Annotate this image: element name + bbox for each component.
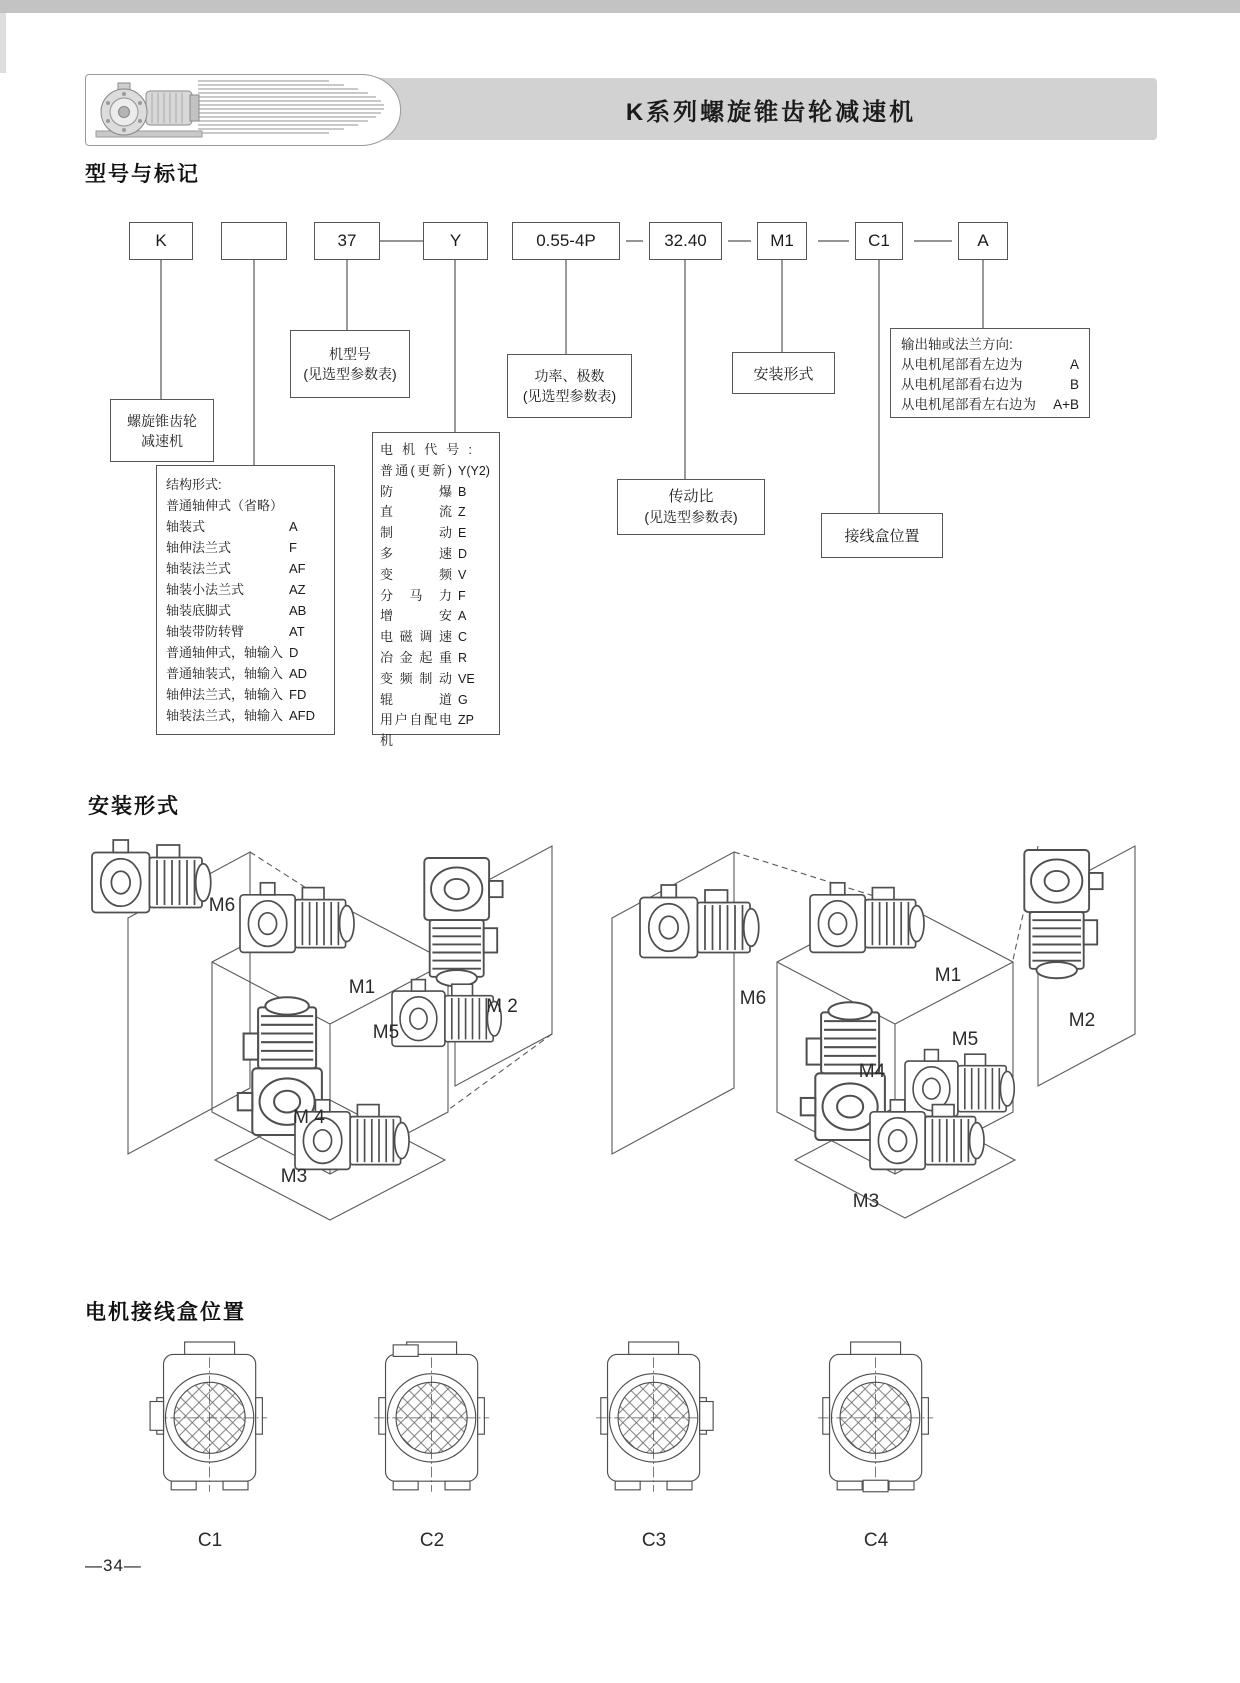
mounting-diagram-left — [92, 840, 552, 1220]
page-number: —34— — [85, 1556, 142, 1575]
label-c4: C4 — [863, 1530, 889, 1551]
motor-codes-title: 电机代号: — [380, 442, 472, 457]
direction-row: 从电机尾部看左边为 A — [901, 357, 1079, 372]
label-right-m1: M1 — [934, 965, 962, 986]
label-left-m5: M5 — [372, 1022, 400, 1043]
mounting-diagram-right — [612, 846, 1135, 1218]
direction-row: 从电机尾部看左右边为 A+B — [901, 397, 1079, 412]
code-box-mounting: M1 — [757, 222, 807, 260]
junction-view-c3 — [596, 1342, 713, 1492]
code-box-series: K — [129, 222, 193, 260]
code-box-motor: Y — [423, 222, 488, 260]
annotation-frame-size: 机型号 (见选型参数表) — [290, 330, 410, 398]
annotation-direction — [890, 328, 1090, 418]
label-left-m3: M3 — [280, 1166, 308, 1187]
code-box-power: 0.55-4P — [512, 222, 620, 260]
label-left-m2: M 2 — [486, 996, 518, 1017]
label-right-m4: M4 — [858, 1061, 886, 1082]
structure-title: 结构形式: — [166, 477, 222, 492]
label-c1: C1 — [197, 1530, 223, 1551]
label-right-m3: M3 — [852, 1191, 880, 1212]
label-right-m2: M2 — [1068, 1010, 1096, 1031]
direction-title: 输出轴或法兰方向: — [901, 337, 1013, 352]
label-left-m6: M6 — [208, 895, 236, 916]
label-right-m6: M6 — [739, 988, 767, 1009]
section-title-mounting: 安装形式 — [88, 795, 180, 818]
label-left-m1: M1 — [348, 977, 376, 998]
annotation-structure-list: 结构形式: 普通轴伸式（省略） 轴装式 A 轴伸法兰式 F 轴装法兰式 AF 轴装小法兰式 AZ 轴装底脚式 AB 轴装带防转臂 AT 普通轴伸式，轴输入 D 普通轴装式，轴输入 AD 轴伸法兰式，轴输入 FD 轴装法兰式，轴输入 AFD — [156, 465, 335, 735]
annotation-reducer: 螺旋锥齿轮 减速机 — [110, 399, 214, 462]
annotation-ratio: 传动比 (见选型参数表) — [617, 479, 765, 535]
code-box-frame: 37 — [314, 222, 380, 260]
junction-view-c2 — [374, 1342, 489, 1492]
direction-row: 从电机尾部看右边为 B — [901, 377, 1079, 392]
annotation-terminal-box: 接线盒位置 — [821, 513, 943, 558]
code-box-terminal: C1 — [855, 222, 903, 260]
junction-view-c4 — [818, 1342, 933, 1492]
label-c3: C3 — [641, 1530, 667, 1551]
annotation-power-poles: 功率、极数 (见选型参数表) — [507, 354, 632, 418]
section-title-junction: 电机接线盒位置 — [85, 1301, 246, 1324]
annotation-motor-codes: 电机代号: 普通(更新) Y(Y2) 防爆 B 直流 Z 制动 E 多速 D 变频 V 分马力 F 增安 A 电磁调速 C 冶金起重 R 变频制动 VE 辊道 G 用户自配电机 ZP — [372, 432, 500, 735]
code-box-ratio: 32.40 — [649, 222, 722, 260]
annotation-mounting: 安装形式 — [732, 352, 835, 394]
page-title: K系列螺旋锥齿轮减速机 — [625, 98, 917, 126]
label-left-m4: M 4 — [293, 1107, 325, 1128]
label-c2: C2 — [419, 1530, 445, 1551]
code-box-structure — [221, 222, 287, 260]
section-title-model: 型号与标记 — [85, 163, 200, 186]
junction-views — [150, 1342, 933, 1492]
junction-view-c1 — [150, 1342, 267, 1492]
label-right-m5: M5 — [951, 1029, 979, 1050]
code-box-direction: A — [958, 222, 1008, 260]
